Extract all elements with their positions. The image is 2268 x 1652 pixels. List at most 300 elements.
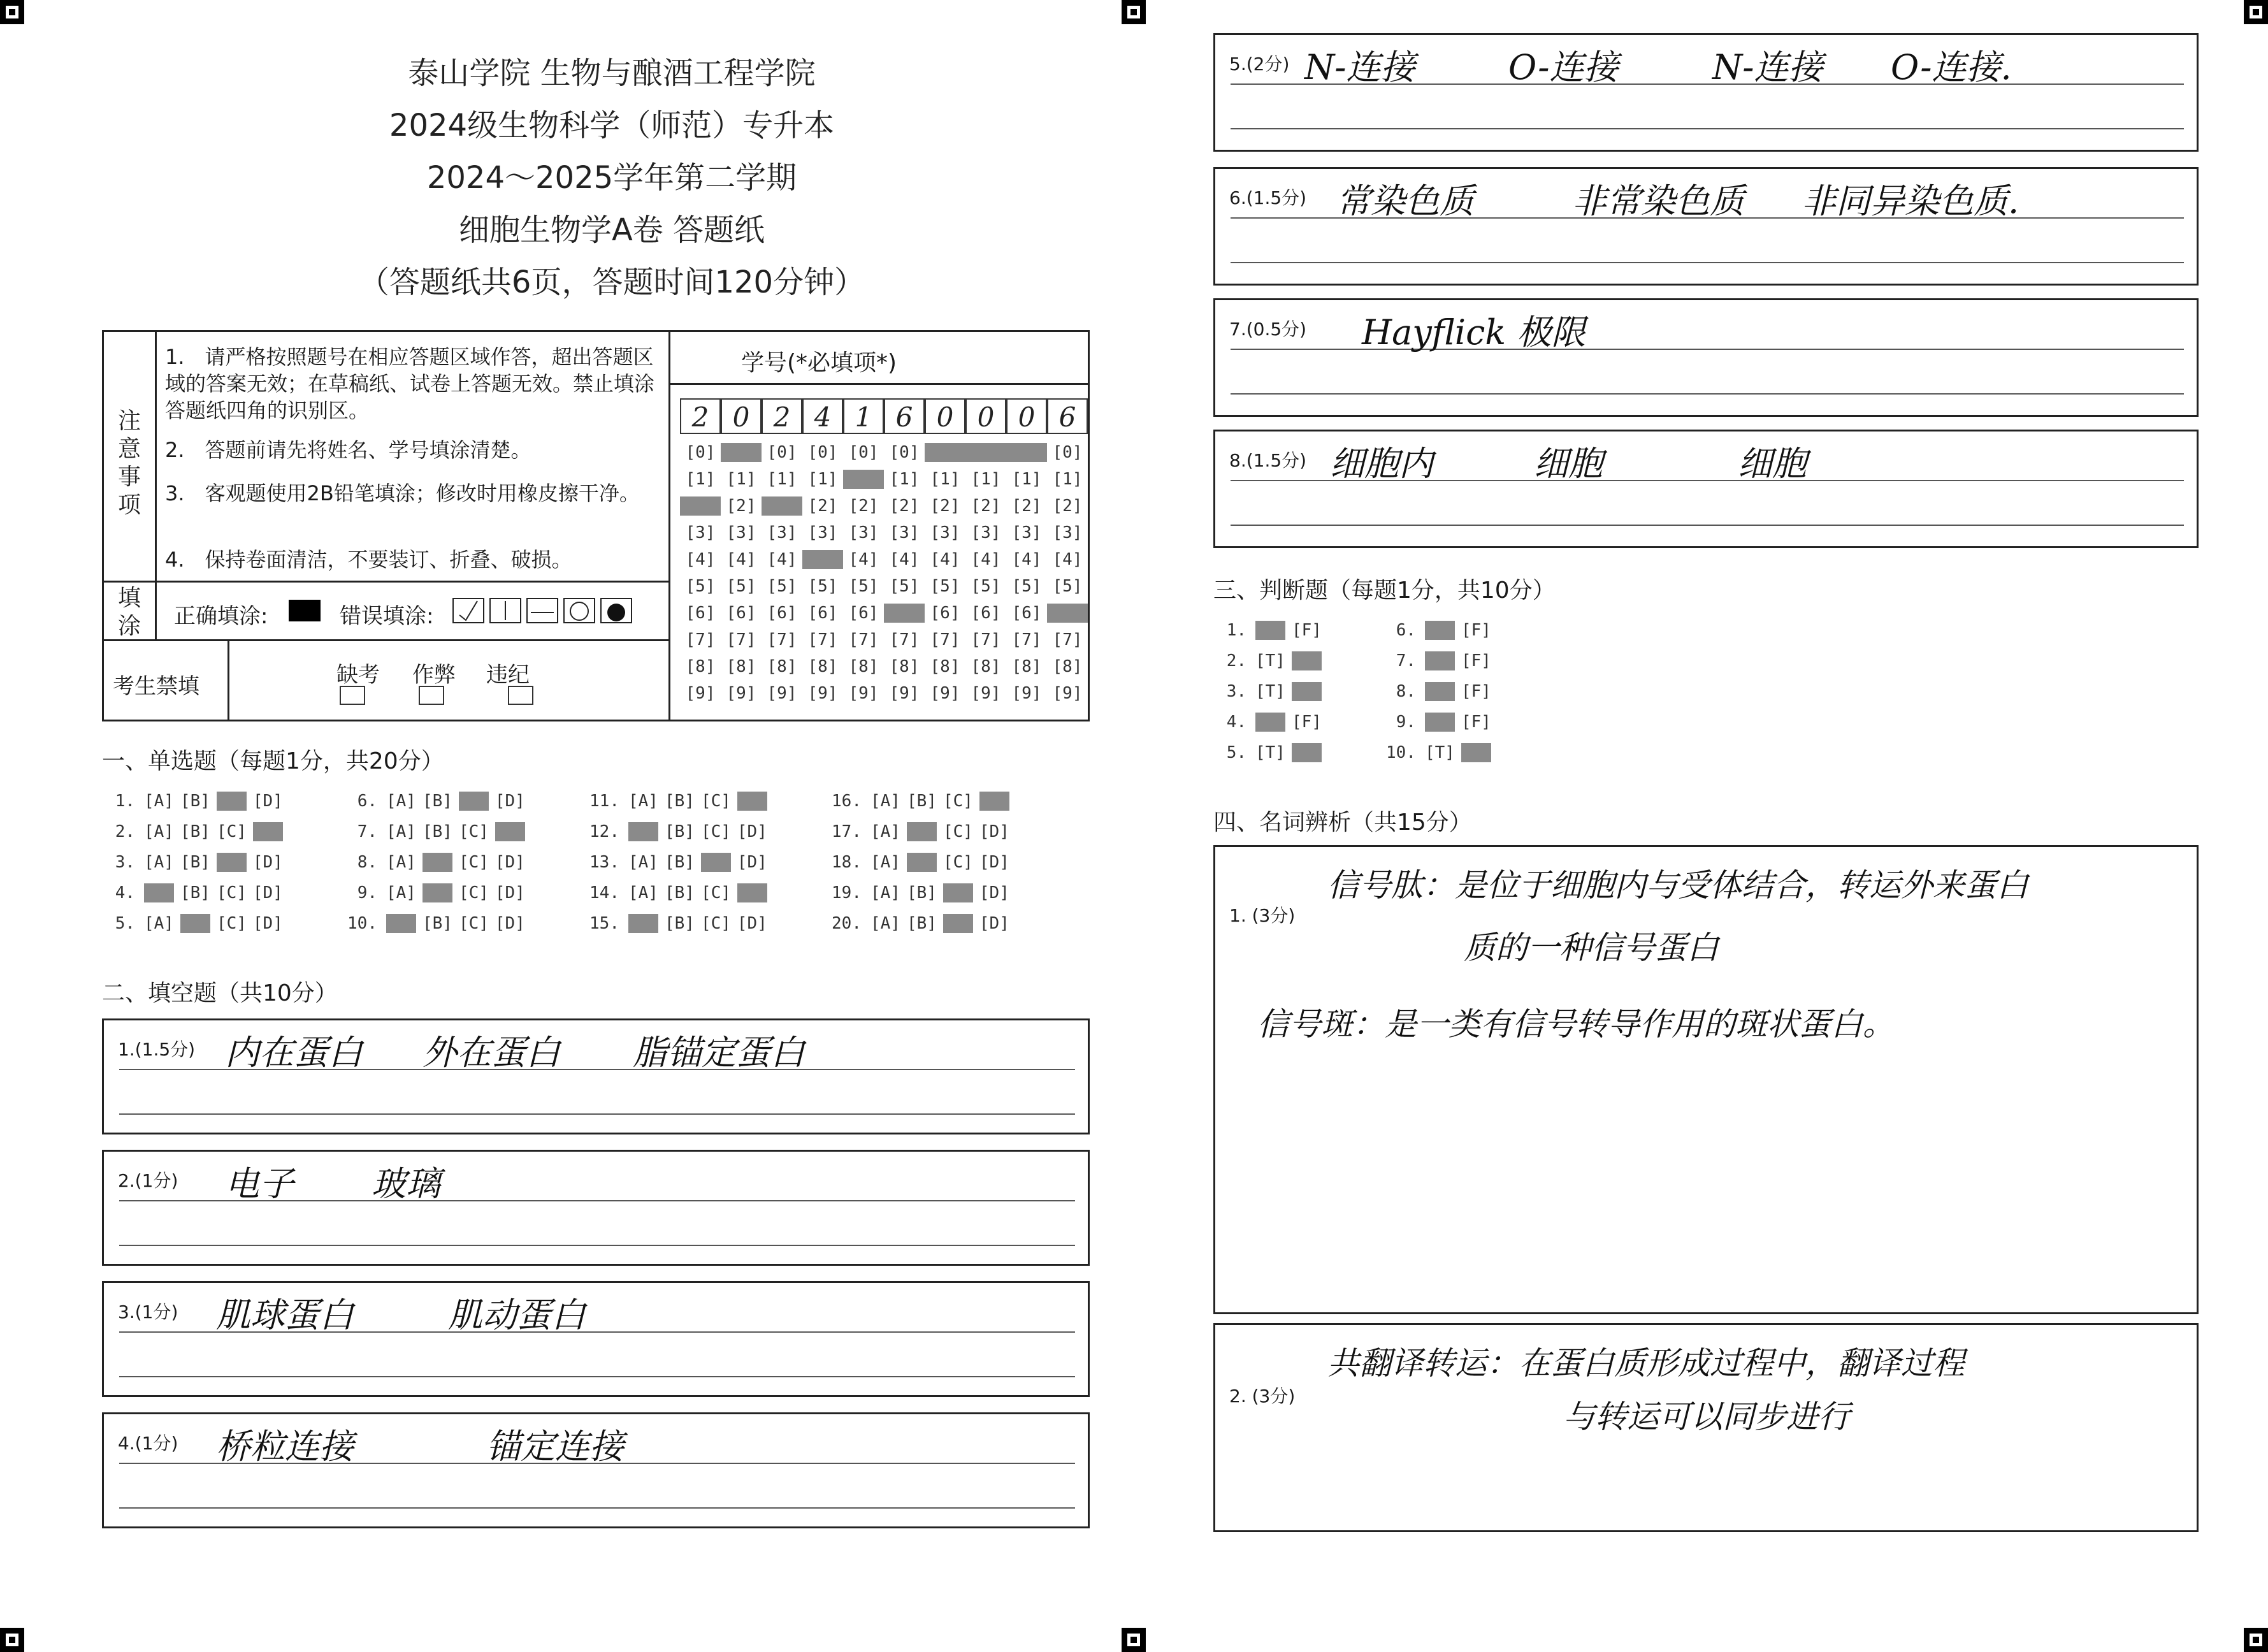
mc-option-c[interactable]: [C]	[216, 853, 247, 872]
student-id-bubble[interactable]: [7]	[807, 630, 838, 649]
mc-option-a[interactable]: [A]	[144, 883, 174, 902]
mc-option-c[interactable]: [C]	[458, 853, 489, 872]
fill-label-5: 5.(2分)	[1229, 54, 1290, 75]
mc-question-number: 16.	[832, 792, 862, 811]
student-id-bubble[interactable]: [4]	[767, 550, 797, 569]
mc-question-number: 3.	[115, 853, 135, 872]
tf-option-t[interactable]: [T]	[1255, 682, 1285, 701]
student-id-bubble[interactable]: [4]	[802, 550, 843, 569]
mc-option-b[interactable]: [B]	[664, 914, 695, 933]
mc-option-d[interactable]: [D]	[252, 792, 283, 811]
student-id-bubble[interactable]: [7]	[930, 630, 960, 649]
student-id-bubble[interactable]: [6]	[767, 604, 797, 623]
student-id-bubble[interactable]: [3]	[889, 523, 920, 542]
student-id-bubble[interactable]: [2]	[889, 496, 920, 516]
mc-option-c[interactable]: [C]	[943, 853, 973, 872]
student-id-bubble[interactable]: [9]	[685, 684, 716, 703]
handwritten-answer: 玻璃	[372, 1164, 440, 1204]
mc-question	[586, 914, 774, 933]
handwritten-answer: O-连接.	[1891, 47, 2012, 87]
fill-answer-box-7[interactable]	[1213, 298, 2199, 417]
mc-option-c[interactable]: [C]	[458, 914, 489, 933]
mc-option-d[interactable]: [D]	[252, 883, 283, 902]
tf-question	[1213, 743, 1328, 762]
fill-answer-box-6[interactable]	[1213, 167, 2199, 286]
mc-option-d[interactable]: [D]	[495, 792, 525, 811]
tf-option-f[interactable]: [F]	[1291, 651, 1322, 670]
mc-option-b[interactable]: [B]	[422, 853, 452, 872]
mc-question-number: 13.	[589, 853, 619, 872]
mc-option-b[interactable]: [B]	[180, 822, 210, 841]
mc-option-c[interactable]: [C]	[216, 883, 247, 902]
mc-option-d[interactable]: [D]	[979, 792, 1009, 811]
mc-option-b[interactable]: [B]	[180, 853, 210, 872]
term-answer-box-1[interactable]	[1213, 845, 2199, 1314]
student-id-bubble[interactable]: [2]	[1052, 496, 1083, 516]
mc-option-a[interactable]: [A]	[386, 883, 416, 902]
corner-marker-bl	[0, 1628, 24, 1652]
student-id-bubble[interactable]: [9]	[726, 684, 756, 703]
mc-question	[586, 792, 774, 811]
student-id-bubble[interactable]: [7]	[889, 630, 920, 649]
fill-label-7: 7.(0.5分)	[1229, 319, 1307, 340]
student-id-bubble[interactable]: [5]	[767, 577, 797, 596]
mc-question	[828, 822, 1016, 841]
tf-question-number: 9.	[1396, 713, 1416, 732]
student-id-bubble[interactable]: [6]	[884, 604, 925, 623]
student-id-bubble[interactable]: [0]	[721, 443, 762, 462]
mc-question	[828, 883, 1016, 902]
mc-option-a[interactable]: [A]	[628, 853, 658, 872]
student-id-bubble[interactable]: [8]	[1052, 657, 1083, 676]
mc-option-a[interactable]: [A]	[144, 914, 174, 933]
mc-option-c[interactable]: [C]	[216, 822, 247, 841]
tf-option-f[interactable]: [F]	[1461, 713, 1491, 732]
student-id-bubble[interactable]: [9]	[889, 684, 920, 703]
student-id-bubble[interactable]: [6]	[930, 604, 960, 623]
tf-option-f[interactable]: [F]	[1461, 682, 1491, 701]
answer-line	[119, 1507, 1075, 1509]
mc-option-a[interactable]: [A]	[386, 914, 416, 933]
student-id-bubble[interactable]: [3]	[848, 523, 879, 542]
mc-option-d[interactable]: [D]	[979, 822, 1009, 841]
student-id-bubble[interactable]: [2]	[848, 496, 879, 516]
student-id-bubble[interactable]: [5]	[685, 577, 716, 596]
mc-option-c[interactable]: [C]	[700, 853, 731, 872]
mc-option-d[interactable]: [D]	[737, 792, 767, 811]
mc-option-d[interactable]: [D]	[252, 914, 283, 933]
mc-option-d[interactable]: [D]	[495, 853, 525, 872]
corner-marker-br	[2244, 1628, 2268, 1652]
mc-question-number: 6.	[357, 792, 377, 811]
mc-option-d[interactable]: [D]	[979, 853, 1009, 872]
handwritten-answer: 内在蛋白	[225, 1032, 363, 1073]
student-id-bubble[interactable]: [5]	[726, 577, 756, 596]
notice-item-3: 3. 客观题使用2B铅笔填涂；修改时用橡皮擦干净。	[165, 481, 640, 505]
tf-option-t[interactable]: [T]	[1425, 651, 1455, 670]
student-id-digit[interactable]: 0	[965, 398, 1006, 434]
student-id-bubble[interactable]: [8]	[930, 657, 960, 676]
notice-block	[102, 330, 1090, 721]
term-answer-2-line-2: 与转运可以同步进行	[1563, 1398, 1850, 1435]
correct-fill-label: 正确填涂:	[174, 604, 268, 629]
student-id-bubble[interactable]: [3]	[930, 523, 960, 542]
mc-option-b[interactable]: [B]	[906, 883, 937, 902]
mc-option-a[interactable]: [A]	[628, 792, 658, 811]
violation-label: 违纪	[486, 662, 530, 688]
student-id-bubble[interactable]: [7]	[726, 630, 756, 649]
mc-option-c[interactable]: [C]	[458, 792, 489, 811]
student-id-bubble[interactable]: [2]	[807, 496, 838, 516]
mc-option-c[interactable]: [C]	[216, 792, 247, 811]
student-id-bubble[interactable]: [7]	[1052, 630, 1083, 649]
corner-marker-tr	[2244, 0, 2268, 24]
answer-line	[119, 1245, 1075, 1246]
handwritten-answer: 细胞内	[1330, 444, 1433, 484]
fill-answer-box-2[interactable]	[102, 1150, 1090, 1266]
student-id-bubble[interactable]: [7]	[685, 630, 716, 649]
student-id-bubble[interactable]: [1]	[889, 470, 920, 489]
student-id-bubble[interactable]: [5]	[1011, 577, 1042, 596]
fill-label-1: 1.(1.5分)	[118, 1039, 196, 1060]
mc-option-b[interactable]: [B]	[422, 822, 452, 841]
student-id-bubble[interactable]: [1]	[930, 470, 960, 489]
mc-option-b[interactable]: [B]	[422, 792, 452, 811]
mc-question-number: 9.	[357, 883, 377, 902]
mc-option-d[interactable]: [D]	[737, 853, 767, 872]
answer-line	[119, 1113, 1075, 1115]
student-id-digit[interactable]: 0	[925, 398, 965, 434]
mc-option-d[interactable]: [D]	[737, 822, 767, 841]
mc-option-b[interactable]: [B]	[664, 853, 695, 872]
mc-option-c[interactable]: [C]	[700, 883, 731, 902]
student-id-bubble[interactable]: [3]	[767, 523, 797, 542]
student-id-bubble[interactable]: [9]	[1052, 684, 1083, 703]
student-id-bubble[interactable]: [1]	[726, 470, 756, 489]
student-id-bubble[interactable]: [4]	[1011, 550, 1042, 569]
student-id-bubble[interactable]: [8]	[1011, 657, 1042, 676]
mc-option-c[interactable]: [C]	[700, 792, 731, 811]
mc-option-b[interactable]: [B]	[906, 792, 937, 811]
mc-option-a[interactable]: [A]	[386, 792, 416, 811]
student-id-bubble[interactable]: [3]	[971, 523, 1001, 542]
student-id-bubble[interactable]: [1]	[971, 470, 1001, 489]
mc-question	[102, 853, 289, 872]
mc-option-a[interactable]: [A]	[144, 853, 174, 872]
student-id-bubble[interactable]: [0]	[685, 443, 716, 462]
handwritten-answer: 电子	[225, 1164, 294, 1204]
mc-option-d[interactable]: [D]	[979, 883, 1009, 902]
exam-info: （答题纸共6页，答题时间120分钟）	[358, 264, 865, 300]
mc-option-d[interactable]: [D]	[979, 914, 1009, 933]
term-answer-2-line-1: 共翻译转运：在蛋白质形成过程中，翻译过程	[1327, 1345, 1965, 1382]
student-id-bubble[interactable]: [1]	[767, 470, 797, 489]
tf-option-f[interactable]: [F]	[1461, 743, 1491, 762]
student-id-bubble[interactable]: [6]	[971, 604, 1001, 623]
student-id-bubble[interactable]: [9]	[1011, 684, 1042, 703]
term-answer-1-line-1: 信号肽：是位于细胞内与受体结合，转运外来蛋白	[1327, 867, 2028, 904]
mc-option-c[interactable]: [C]	[216, 914, 247, 933]
handwritten-answer: 细胞	[1534, 444, 1603, 484]
tf-option-f[interactable]: [F]	[1461, 621, 1491, 640]
student-id-bubble[interactable]: [4]	[848, 550, 879, 569]
mc-question	[102, 822, 289, 841]
class-title: 2024级生物科学（师范）专升本	[389, 108, 835, 143]
mc-question	[828, 853, 1016, 872]
handwritten-answer: N-连接	[1712, 47, 1823, 87]
handwritten-answer: 细胞	[1738, 444, 1807, 484]
notice-item-1: 1. 请严格按照题号在相应答题区域作答，超出答题区域的答案无效；在草稿纸、试卷上答题无效。禁止填涂答题纸四角的识别区。	[165, 345, 655, 423]
tf-option-t[interactable]: [T]	[1425, 621, 1455, 640]
term-answer-1-line-3: 信号斑：是一类有信号转导作用的斑状蛋白。	[1257, 1006, 1895, 1043]
student-id-bubble[interactable]: [8]	[889, 657, 920, 676]
tf-option-t[interactable]: [T]	[1255, 621, 1285, 640]
student-id-bubble[interactable]: [1]	[685, 470, 716, 489]
mc-option-d[interactable]: [D]	[495, 914, 525, 933]
tf-option-t[interactable]: [T]	[1255, 713, 1285, 732]
student-id-bubble[interactable]: [5]	[1052, 577, 1083, 596]
handwritten-answer: 肌球蛋白	[216, 1295, 354, 1335]
exam-title: 细胞生物学A卷 答题纸	[458, 212, 765, 248]
student-id-bubble[interactable]: [2]	[930, 496, 960, 516]
student-id-bubble[interactable]: [3]	[1052, 523, 1083, 542]
mc-option-c[interactable]: [C]	[458, 822, 489, 841]
tf-question-number: 2.	[1226, 651, 1246, 670]
tf-question-number: 6.	[1396, 621, 1416, 640]
mc-option-d[interactable]: [D]	[252, 822, 283, 841]
student-id-bubble[interactable]: [0]	[925, 443, 965, 462]
notice-item-4: 4. 保持卷面清洁，不要装订、折叠、破损。	[165, 547, 572, 572]
school-title: 泰山学院 生物与酿酒工程学院	[408, 55, 816, 91]
student-id-bubble[interactable]: [0]	[848, 443, 879, 462]
tf-question-number: 8.	[1396, 682, 1416, 701]
student-id-bubble[interactable]: [6]	[807, 604, 838, 623]
mc-question	[102, 883, 289, 902]
student-id-bubble[interactable]: [5]	[848, 577, 879, 596]
mc-question-number: 18.	[832, 853, 862, 872]
mc-option-c[interactable]: [C]	[943, 914, 973, 933]
absent-checkbox[interactable]	[340, 686, 365, 705]
student-id-bubble[interactable]: [5]	[807, 577, 838, 596]
student-id-bubble[interactable]: [5]	[930, 577, 960, 596]
mc-option-c[interactable]: [C]	[943, 792, 973, 811]
mc-option-c[interactable]: [C]	[943, 822, 973, 841]
student-id-digit[interactable]: 6	[1047, 398, 1088, 434]
student-id-bubble[interactable]: [6]	[1047, 604, 1088, 623]
student-id-bubble[interactable]: [9]	[848, 684, 879, 703]
tf-question	[1383, 713, 1498, 732]
student-id-bubble[interactable]: [8]	[848, 657, 879, 676]
mc-option-b[interactable]: [B]	[906, 822, 937, 841]
mc-option-a[interactable]: [A]	[870, 853, 900, 872]
student-id-bubble[interactable]: [4]	[971, 550, 1001, 569]
tf-question	[1383, 743, 1498, 762]
mc-question	[586, 883, 774, 902]
student-id-digit[interactable]: 0	[1006, 398, 1047, 434]
student-id-bubble[interactable]: [9]	[971, 684, 1001, 703]
mc-option-d[interactable]: [D]	[737, 883, 767, 902]
mc-question-number: 11.	[589, 792, 619, 811]
mc-option-b[interactable]: [B]	[180, 914, 210, 933]
mc-option-c[interactable]: [C]	[700, 822, 731, 841]
student-id-bubble[interactable]: [8]	[767, 657, 797, 676]
handwritten-answer: N-连接	[1304, 47, 1415, 87]
fill-answer-box-1[interactable]	[102, 1018, 1090, 1134]
mc-option-a[interactable]: [A]	[628, 883, 658, 902]
mc-option-d[interactable]: [D]	[737, 914, 767, 933]
student-id-bubble[interactable]: [1]	[843, 470, 884, 489]
fill-label-8: 8.(1.5分)	[1229, 450, 1307, 471]
fill-answer-box-5[interactable]	[1213, 33, 2199, 152]
student-id-bubble[interactable]: [6]	[848, 604, 879, 623]
violation-checkbox[interactable]	[508, 686, 533, 705]
student-id-bubble[interactable]: [5]	[889, 577, 920, 596]
tf-option-t[interactable]: [T]	[1255, 651, 1285, 670]
student-id-bubble[interactable]: [1]	[807, 470, 838, 489]
student-id-bubble[interactable]: [5]	[971, 577, 1001, 596]
mc-option-a[interactable]: [A]	[870, 914, 900, 933]
student-id-bubble[interactable]: [6]	[1011, 604, 1042, 623]
student-id-bubble[interactable]: [2]	[1011, 496, 1042, 516]
notice-label: 注 意 事 项	[117, 408, 141, 518]
student-id-digit[interactable]: 6	[884, 398, 925, 434]
student-id-bubble[interactable]: [6]	[726, 604, 756, 623]
student-id-bubble[interactable]: [8]	[726, 657, 756, 676]
mc-option-c[interactable]: [C]	[458, 883, 489, 902]
fill-answer-box-8[interactable]	[1213, 430, 2199, 548]
mc-question	[344, 822, 531, 841]
student-id-digit[interactable]: 4	[802, 398, 843, 434]
tf-option-t[interactable]: [T]	[1255, 743, 1285, 762]
tf-question-number: 5.	[1226, 743, 1246, 762]
student-id-bubble[interactable]: [7]	[971, 630, 1001, 649]
mc-option-b[interactable]: [B]	[180, 792, 210, 811]
student-id-bubble[interactable]: [0]	[965, 443, 1006, 462]
mc-option-b[interactable]: [B]	[906, 853, 937, 872]
handwritten-answer: Hayflick 极限	[1362, 312, 1586, 352]
mc-option-c[interactable]: [C]	[943, 883, 973, 902]
mc-option-b[interactable]: [B]	[422, 883, 452, 902]
mc-option-b[interactable]: [B]	[180, 883, 210, 902]
student-id-bubble[interactable]: [2]	[762, 496, 802, 516]
student-id-bubble[interactable]: [3]	[807, 523, 838, 542]
tf-question	[1383, 621, 1498, 640]
mc-question-number: 5.	[115, 914, 135, 933]
student-id-bubble[interactable]: [8]	[807, 657, 838, 676]
student-id-bubble[interactable]: [9]	[930, 684, 960, 703]
mc-option-a[interactable]: [A]	[386, 822, 416, 841]
mc-option-a[interactable]: [A]	[628, 822, 658, 841]
student-id-bubble[interactable]: [0]	[1006, 443, 1047, 462]
notice-item-2: 2. 答题前请先将姓名、学号填涂清楚。	[165, 438, 531, 462]
student-id-bubble[interactable]: [9]	[807, 684, 838, 703]
student-id-digit[interactable]: 2	[762, 398, 802, 434]
student-id-bubble[interactable]: [2]	[680, 496, 721, 516]
tf-option-t[interactable]: [T]	[1425, 743, 1455, 762]
tf-option-t[interactable]: [T]	[1425, 682, 1455, 701]
mc-option-a[interactable]: [A]	[870, 822, 900, 841]
student-id-bubble[interactable]: [4]	[889, 550, 920, 569]
student-id-bubble[interactable]: [0]	[767, 443, 797, 462]
corner-marker-tl	[0, 0, 24, 24]
student-id-bubble[interactable]: [8]	[971, 657, 1001, 676]
tf-question	[1383, 651, 1498, 670]
tf-option-f[interactable]: [F]	[1291, 621, 1322, 640]
student-id-bubble[interactable]: [1]	[1052, 470, 1083, 489]
mc-option-a[interactable]: [A]	[628, 914, 658, 933]
mc-question-number: 8.	[357, 853, 377, 872]
student-id-digit[interactable]: 1	[843, 398, 884, 434]
mc-option-a[interactable]: [A]	[144, 822, 174, 841]
mc-option-a[interactable]: [A]	[870, 883, 900, 902]
student-id-bubble[interactable]: [7]	[848, 630, 879, 649]
mc-option-a[interactable]: [A]	[870, 792, 900, 811]
tf-option-f[interactable]: [F]	[1291, 713, 1322, 732]
student-id-bubble[interactable]: [7]	[767, 630, 797, 649]
student-id-bubble[interactable]: [2]	[726, 496, 756, 516]
fill-answer-box-3[interactable]	[102, 1281, 1090, 1397]
handwritten-answer: 肌动蛋白	[448, 1295, 586, 1335]
mc-option-b[interactable]: [B]	[664, 883, 695, 902]
mc-question-number: 4.	[115, 883, 135, 902]
mc-option-d[interactable]: [D]	[495, 883, 525, 902]
student-id-bubble[interactable]: [4]	[1052, 550, 1083, 569]
mc-option-a[interactable]: [A]	[386, 853, 416, 872]
tf-option-f[interactable]: [F]	[1291, 743, 1322, 762]
mc-option-b[interactable]: [B]	[906, 914, 937, 933]
student-id-digit[interactable]: 2	[680, 398, 721, 434]
student-id-bubble[interactable]: [3]	[726, 523, 756, 542]
absent-label: 缺考	[336, 662, 380, 688]
student-id-bubble[interactable]: [6]	[685, 604, 716, 623]
student-id-title: 学号(*必填项*)	[741, 350, 897, 376]
student-id-bubble[interactable]: [7]	[1011, 630, 1042, 649]
student-id-bubble[interactable]: [0]	[1052, 443, 1083, 462]
answer-line	[1231, 525, 2184, 526]
mc-option-b[interactable]: [B]	[664, 822, 695, 841]
student-id-bubble[interactable]: [4]	[685, 550, 716, 569]
mc-option-d[interactable]: [D]	[252, 853, 283, 872]
student-id-bubble[interactable]: [4]	[726, 550, 756, 569]
tf-question-number: 4.	[1226, 713, 1246, 732]
student-id-bubble[interactable]: [2]	[971, 496, 1001, 516]
student-id-bubble[interactable]: [9]	[767, 684, 797, 703]
fill-answer-box-4[interactable]	[102, 1412, 1090, 1528]
tf-option-f[interactable]: [F]	[1291, 682, 1322, 701]
student-id-digit[interactable]: 0	[721, 398, 762, 434]
student-id-bubble[interactable]: [3]	[685, 523, 716, 542]
student-id-bubble[interactable]: [1]	[1011, 470, 1042, 489]
mc-option-b[interactable]: [B]	[422, 914, 452, 933]
term-answer-box-2[interactable]	[1213, 1323, 2199, 1532]
handwritten-answer: 非常染色质	[1572, 181, 1744, 221]
student-id-bubble[interactable]: [0]	[889, 443, 920, 462]
student-id-bubble[interactable]: [8]	[685, 657, 716, 676]
student-id-bubble[interactable]: [0]	[807, 443, 838, 462]
tf-question-number: 7.	[1396, 651, 1416, 670]
mc-question-number: 14.	[589, 883, 619, 902]
student-id-bubble[interactable]: [3]	[1011, 523, 1042, 542]
mc-option-d[interactable]: [D]	[495, 822, 525, 841]
student-id-bubble[interactable]: [4]	[930, 550, 960, 569]
mc-option-c[interactable]: [C]	[700, 914, 731, 933]
tf-option-f[interactable]: [F]	[1461, 651, 1491, 670]
cheat-checkbox[interactable]	[419, 686, 444, 705]
tf-option-t[interactable]: [T]	[1425, 713, 1455, 732]
tf-question	[1213, 713, 1328, 732]
mc-option-a[interactable]: [A]	[144, 792, 174, 811]
mc-option-b[interactable]: [B]	[664, 792, 695, 811]
